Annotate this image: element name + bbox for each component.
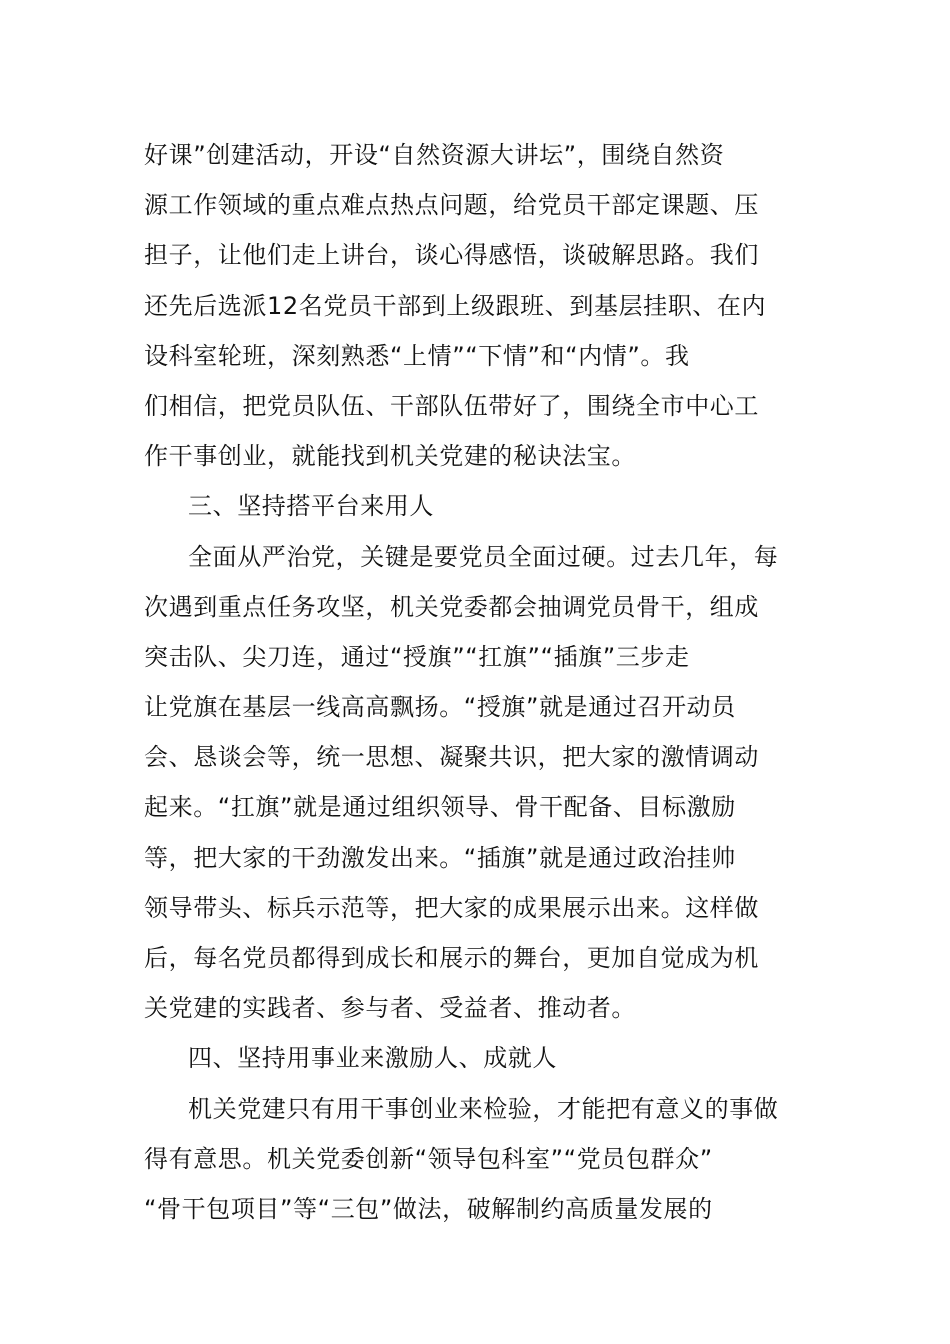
text-line: 还先后选派12名党员干部到上级跟班、到基层挂职、在内 [144,291,767,320]
section-heading: 四、坚持用事业来激励人、成就人 [188,1044,557,1073]
text-line: 等，把大家的干劲激发出来。“插旗”就是通过政治挂帅 [144,843,736,872]
text-line: 们相信，把党员队伍、干部队伍带好了，围绕全市中心工 [144,391,759,420]
text-line: 让党旗在基层一线高高飘扬。“授旗”就是通过召开动员 [144,693,736,722]
text-line: 次遇到重点任务攻坚，机关党委都会抽调党员骨干，组成 [144,592,759,621]
text-line: 突击队、尖刀连，通过“授旗”“扛旗”“插旗”三步走 [144,642,690,671]
paragraph-first-line: 全面从严治党，关键是要党员全面过硬。过去几年，每 [188,542,779,571]
text-line: 后，每名党员都得到成长和展示的舞台，更加自觉成为机 [144,944,759,972]
document-body [144,130,809,1234]
text-line: 起来。“扛旗”就是通过组织领导、骨干配备、目标激励 [144,793,736,822]
text-line: 会、恳谈会等，统一思想、凝聚共识，把大家的激情调动 [144,743,759,772]
section-heading: 三、坚持搭平台来用人 [188,492,434,521]
text-line: 好课”创建活动，开设“自然资源大讲坛”，围绕自然资 [144,141,725,169]
text-line: 领导带头、标兵示范等，把大家的成果展示出来。这样做 [144,893,759,922]
text-line: 设科室轮班，深刻熟悉“上情”“下情”和“内情”。我 [144,341,690,370]
text-line: 作干事创业，就能找到机关党建的秘诀法宝。 [144,442,636,471]
text-line: “骨干包项目”等“三包”做法，破解制约高质量发展的 [144,1194,713,1223]
text-line: 关党建的实践者、参与者、受益者、推动者。 [144,994,636,1023]
text-line: 得有意思。机关党委创新“领导包科室”“党员包群众” [144,1144,713,1173]
text-line: 担子，让他们走上讲台，谈心得感悟，谈破解思路。我们 [144,241,759,270]
paragraph-first-line: 机关党建只有用干事创业来检验，才能把有意义的事做 [188,1094,779,1123]
text-line: 源工作领域的重点难点热点问题，给党员干部定课题、压 [144,191,759,220]
